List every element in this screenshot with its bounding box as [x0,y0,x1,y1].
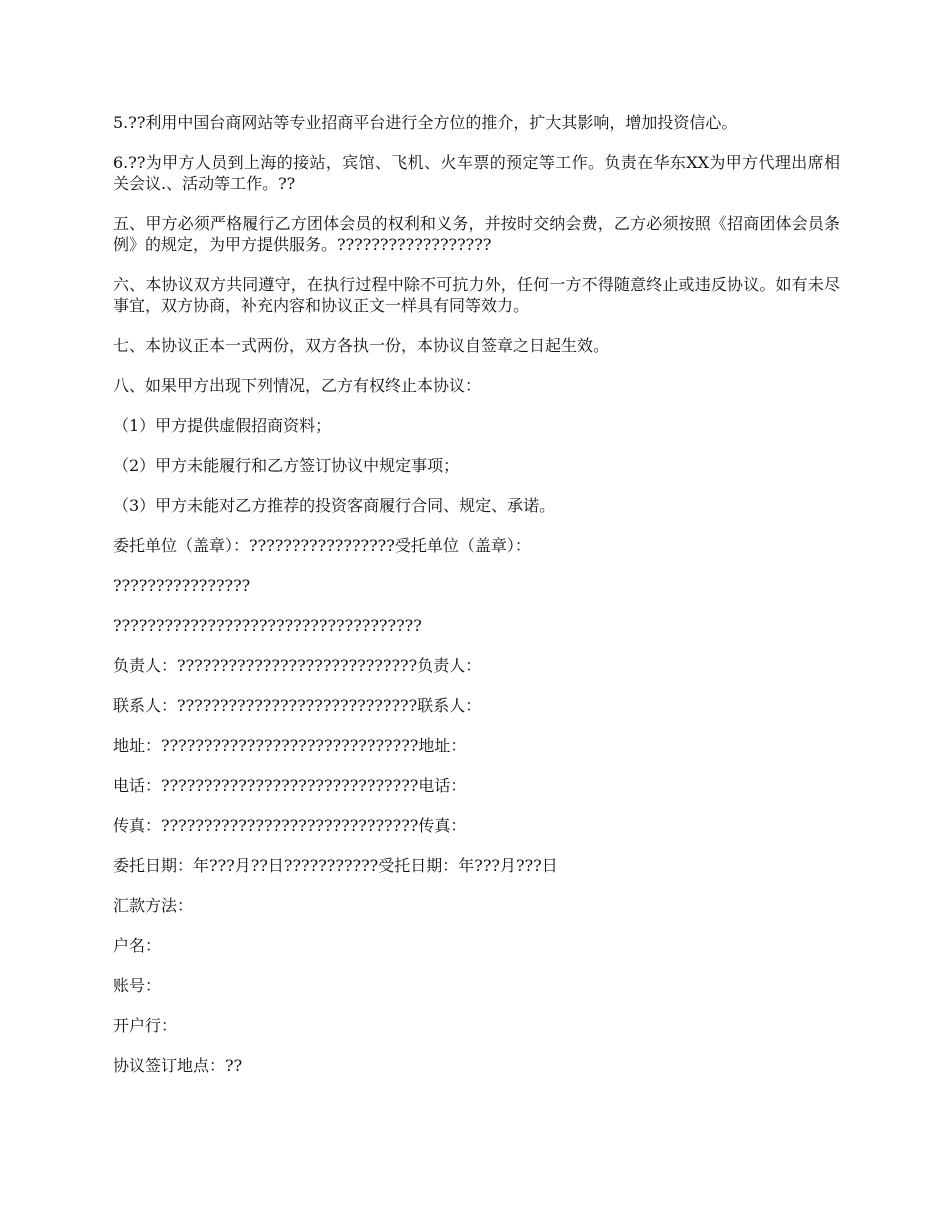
account-name-label: 户名： [113,936,162,955]
article-7-text: 七、本协议正本一式两份，双方各执一份，本协议自签章之日起生效。 [113,336,610,355]
article-8-text: 八、如果甲方出现下列情况，乙方有权终止本协议： [113,376,482,395]
document-page [113,112,840,1095]
placeholder-line-2: ???????????????????????????????????? [113,616,422,635]
signing-location-label: 协议签订地点：?? [113,1056,243,1075]
date-line: 委托日期：年???月??日???????????受托日期：年???月???日 [113,856,558,875]
responsible-person-line: 负责人：????????????????????????????负责人： [113,656,482,675]
payment-method-label: 汇款方法： [113,896,194,915]
condition-3-text: （3）甲方未能对乙方推荐的投资客商履行合同、规定、承诺。 [113,496,556,515]
article-5-text: 五、甲方必须严格履行乙方团体会员的权利和义务，并按时交纳会费，乙方必须按照《招商团体会员条例》的规定，为甲方提供服务。?????????????????? [113,214,840,254]
signing-party-line: 委托单位（盖章）：?????????????????受托单位（盖章）： [113,536,531,555]
clause-6-text: 6.??为甲方人员到上海的接站，宾馆、飞机、火车票的预定等工作。负责在华东XX为甲方代理出席相关会议.、活动等工作。?? [113,153,840,193]
condition-1-text: （1）甲方提供虚假招商资料； [113,416,332,435]
fax-line: 传真：??????????????????????????????传真： [113,816,467,835]
clause-5-text: 5.??利用中国台商网站等专业招商平台进行全方位的推介，扩大其影响，增加投资信心。 [113,113,738,132]
contact-person-line: 联系人：????????????????????????????联系人： [113,696,482,715]
account-number-label: 账号： [113,976,162,995]
address-line: 地址：??????????????????????????????地址： [113,736,467,755]
phone-line: 电话：??????????????????????????????电话： [113,776,467,795]
bank-label: 开户行： [113,1016,178,1035]
condition-2-text: （2）甲方未能履行和乙方签订协议中规定事项； [113,456,460,475]
article-6-text: 六、本协议双方共同遵守，在执行过程中除不可抗力外，任何一方不得随意终止或违反协议。如有未尽事宜，双方协商，补充内容和协议正文一样具有同等效力。 [113,275,840,315]
placeholder-line-1: ???????????????? [113,576,251,595]
